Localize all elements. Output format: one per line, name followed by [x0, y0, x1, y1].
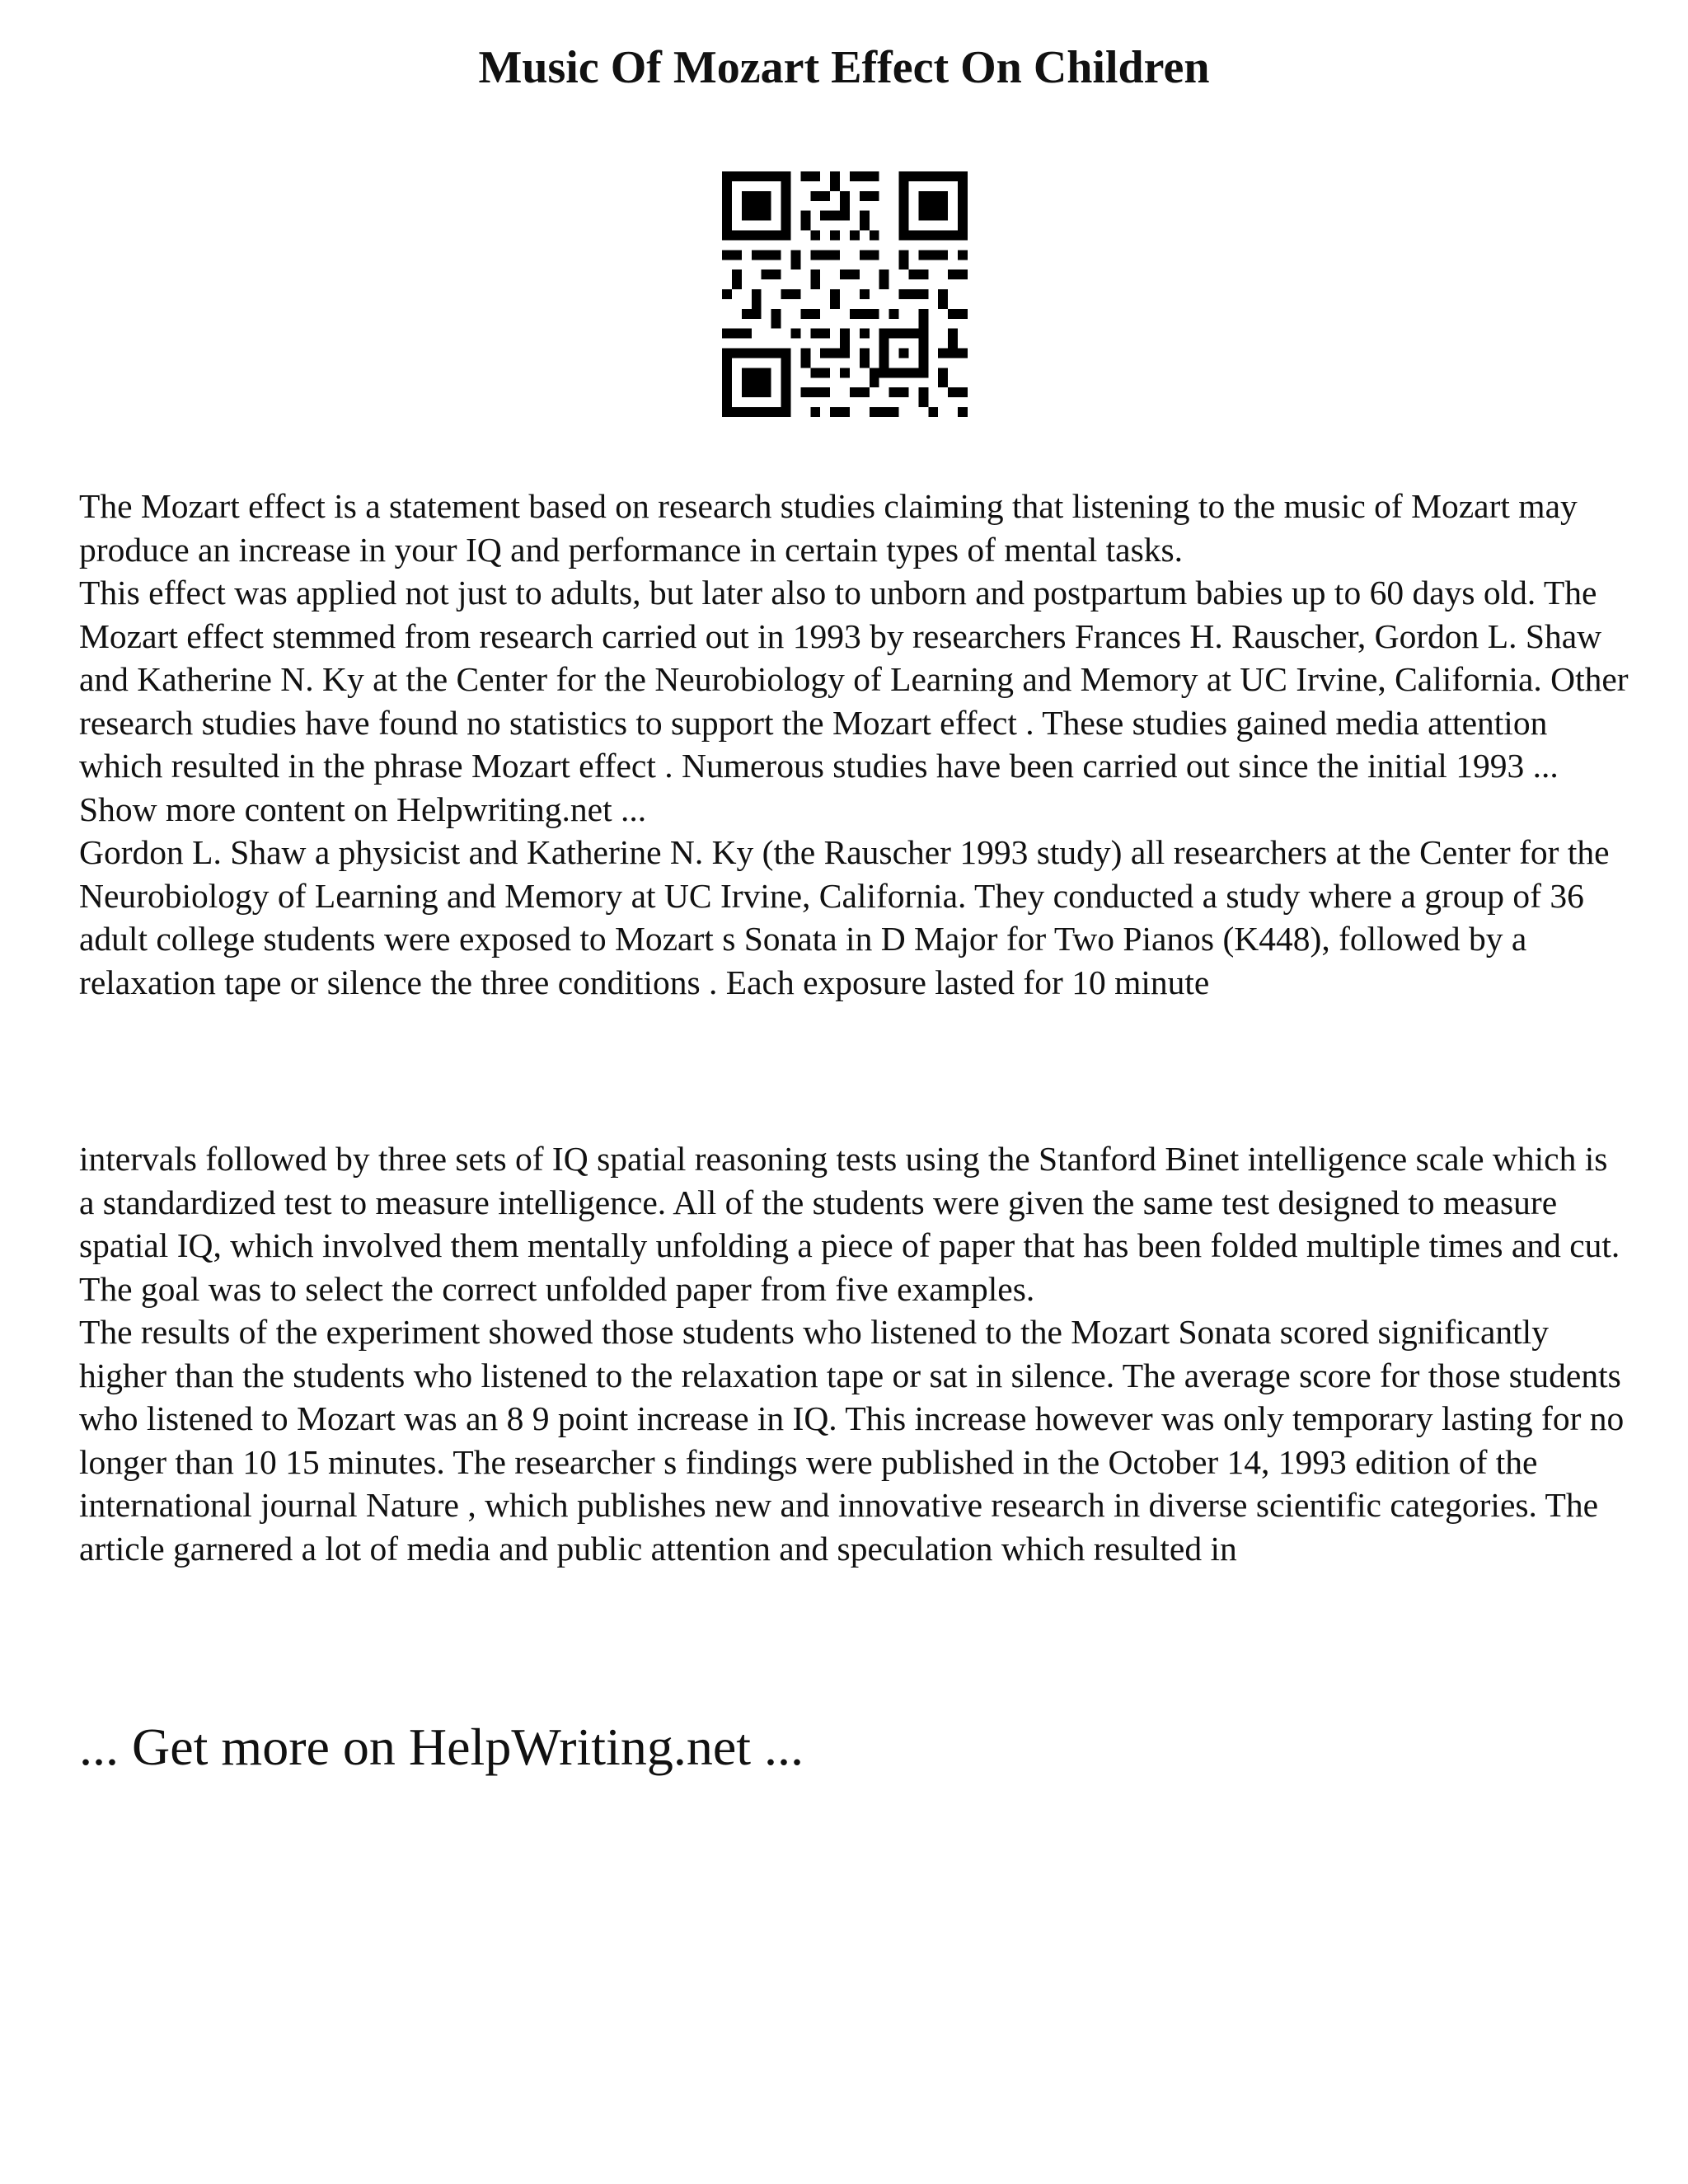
paragraph-study: Gordon L. Shaw a physicist and Katherine N. Ky (the Rauscher 1993 study) all researchers at the Center for the Neurobiology of Learning and Memory at UC Irvine, California. They conducted a study where a group of 36 adult college students were exposed to Mozart s Sonata in D Major for Two Pianos (K448), followed by a relaxation tape or silence the three conditions . Each exposure lasted for 10 minute — [79, 833, 1610, 1001]
page-title: Music Of Mozart Effect On Children — [478, 42, 1210, 93]
article-body-part-1 — [79, 485, 1629, 1004]
paragraph-background: This effect was applied not just to adults, but later also to unborn and postpartum babies up to 60 days old. The Mozart effect stemmed from research carried out in 1993 by researchers Frances H. Rauscher, Gordon L. Shaw and Katherine N. Ky at the Center for the Neurobiology of Learning and Memory at UC Irvine, California. Other research studies have found no statistics to support the Mozart effect . These studies gained media attention which resulted in the phrase Mozart effect . Numerous studies have been carried out since the initial 1993 ... Show more content on Helpwriting.net ... — [79, 574, 1629, 828]
article-body-part-2 — [79, 1137, 1629, 1570]
paragraph-results: The results of the experiment showed those students who listened to the Mozart Sonata scored significantly higher than the students who listened to the relaxation tape or sat in silence. The average score for those students who listened to Mozart was an 8 9 point increase in IQ. This increase however was only temporary lasting for no longer than 10 15 minutes. The researcher s findings were published in the October 14, 1993 edition of the international journal Nature , which publishes new and innovative research in diverse scientific categories. The article garnered a lot of media and public attention and speculation which resulted in — [79, 1313, 1625, 1568]
get-more-link[interactable]: ... Get more on HelpWriting.net ... — [79, 1718, 804, 1776]
paragraph-intro: The Mozart effect is a statement based on research studies claiming that listening to the music of Mozart may produce an increase in your IQ and performance in certain types of mental tasks. — [79, 487, 1578, 569]
paragraph-method: intervals followed by three sets of IQ spatial reasoning tests using the Stanford Binet intelligence scale which is a standardized test to measure intelligence. All of the students were given the same test designed to measure spatial IQ, which involved them mentally unfolding a piece of paper that has been folded multiple times and cut. The goal was to select the correct unfolded paper from five examples. — [79, 1140, 1620, 1308]
qr-code-icon[interactable] — [722, 171, 968, 417]
